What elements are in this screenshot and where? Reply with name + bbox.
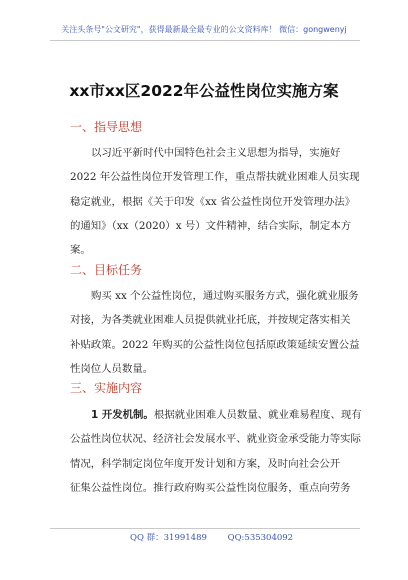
paragraph-line: 稳定就业，根据《关于印发《xx 省公益性岗位开发管理办法》 [70,195,356,208]
document-title: xx市xx区2022年公益性岗位实施方案 [69,82,339,100]
footer-divider [50,528,360,529]
section-heading-goals: 二、目标任务 [70,263,143,277]
paragraph-line: 性岗位人员数量。 [70,362,154,375]
paragraph-line: 购买 xx 个公益性岗位，通过购买服务方式，强化就业服务 [91,290,359,302]
header-divider [50,40,360,41]
section-heading-guiding-ideology: 一、指导思想 [70,120,143,134]
footer-qq-number: QQ:535304092 [227,533,294,543]
paragraph-line-text: 根据就业困难人员数量、就业难易程度、现有 [153,409,362,421]
paragraph-line: 对接，为各类就业困难人员提供就业托底，并按规定落实相关 [70,314,351,327]
paragraph-line: 情况，科学制定岗位年度开发计划和方案，及时向社会公开 [70,457,341,470]
paragraph-line: 补贴政策。2022 年购买的公益性岗位包括原政策延续安置公益 [70,338,360,351]
section-paragraph-goals [70,284,360,381]
paragraph-lead: 1 开发机制。 [91,409,154,421]
footer-contact [130,532,330,544]
header-banner: 关注头条号"公文研究"，获得最新最全最专业的公文资料库！ 微信：gongwenyj [61,25,347,34]
paragraph-line: 公益性岗位状况、经济社会发展水平、就业资金承受能力等实际 [70,433,361,446]
section-paragraph-guiding-ideology [70,141,360,262]
paragraph-line: 2022 年公益性岗位开发管理工作，重点帮扶就业困难人员实现 [70,171,360,184]
section-paragraph-implementation [70,403,362,500]
paragraph-line: 的通知》（xx（2020）x 号）文件精神，结合实际，制定本方 [70,219,352,232]
paragraph-line: 以习近平新时代中国特色社会主义思想为指导，实施好 [91,147,341,159]
paragraph-line [70,403,362,427]
footer-qq-group: QQ 群：31991489 [130,533,207,543]
section-heading-implementation: 三、实施内容 [70,381,143,395]
paragraph-line: 案。 [70,244,91,257]
paragraph-line: 征集公益性岗位。推行政府购买公益性岗位服务，重点向劳务 [70,481,351,494]
